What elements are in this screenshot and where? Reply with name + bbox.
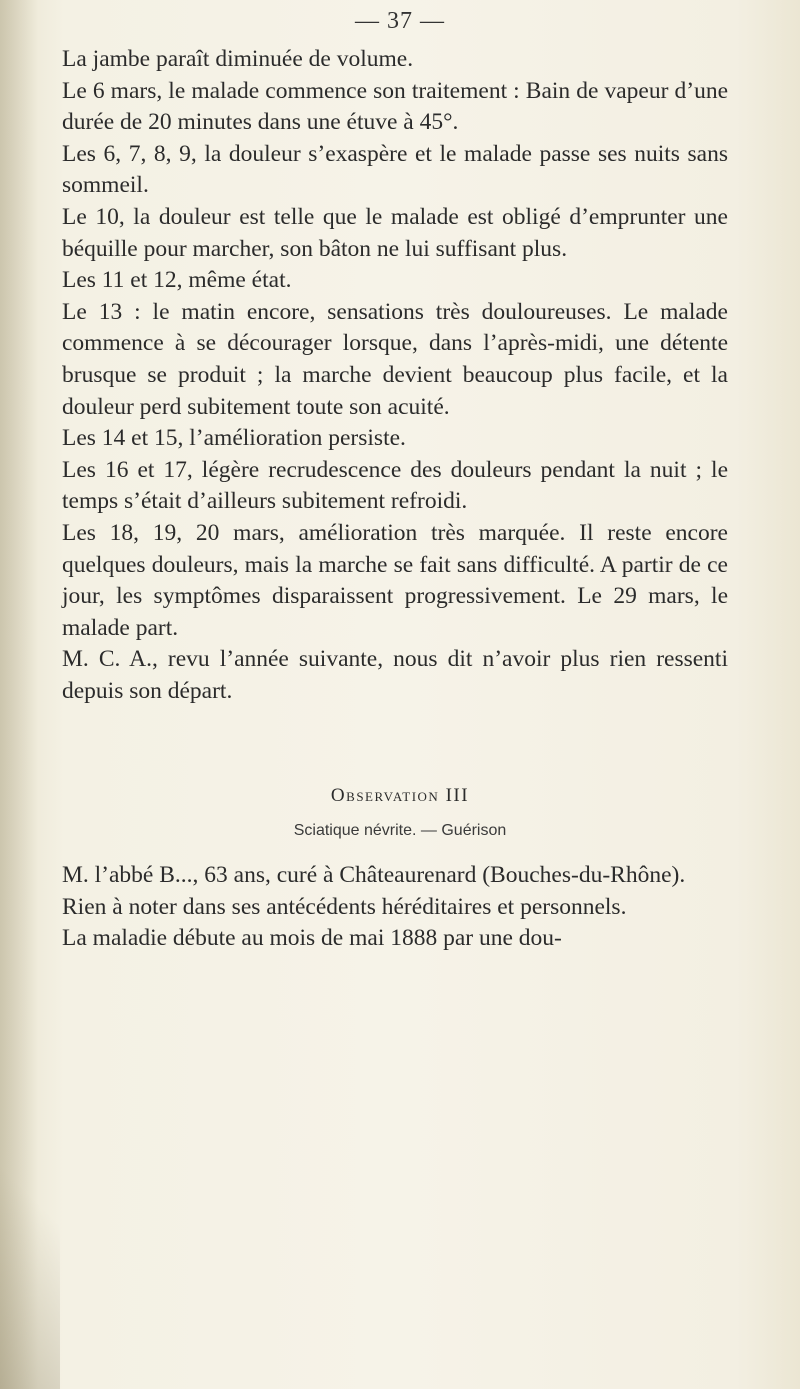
paragraph: La maladie débute au mois de mai 1888 par une dou- [62, 925, 562, 952]
paragraph: Les 16 et 17, légère recrudescence des douleurs pendant la nuit ; le temps s’était d’ailleurs subitement refroidi. [62, 456, 728, 515]
paragraph: Le 6 mars, le malade commence son traitement : Bain de vapeur d’une durée de 20 minutes dans une étuve à 45°. [62, 77, 728, 136]
paragraph: Le 10, la douleur est telle que le malade est obligé d’emprunter une béquille pour marcher, son bâton ne lui suffisant plus. [62, 203, 728, 262]
observation-title: Observation III [330, 785, 470, 806]
paragraph: Les 18, 19, 20 mars, amélioration très marquée. Il reste encore quelques douleurs, mais la marche se fait sans difficulté. A partir de ce jour, les symptômes disparaissent progressivement. Le 29 mars, le malade part. [62, 519, 728, 641]
paragraph: Les 11 et 12, même état. [62, 267, 292, 294]
paragraph: Le 13 : le matin encore, sensations très douloureuses. Le malade commence à se décourager lorsque, dans l’après-midi, une détente brusque se produit ; la marche devient beaucoup plus facile, et la douleur perd subitement toute son acuité. [62, 298, 728, 420]
observation-text [62, 860, 728, 955]
paragraph: M. l’abbé B..., 63 ans, curé à Châteaurenard (Bouches-du-Rhône). [62, 862, 686, 888]
paragraph: La jambe paraît diminuée de volume. [62, 46, 414, 72]
page-number: — 37 — [355, 8, 445, 34]
paragraph: Les 6, 7, 8, 9, la douleur s’exaspère et le malade passe ses nuits sans sommeil. [62, 140, 728, 199]
paragraph: Rien à noter dans ses antécédents héréditaires et personnels. [62, 893, 627, 920]
paragraph: Les 14 et 15, l’amélioration persiste. [62, 425, 406, 452]
observation-subtitle: Sciatique névrite. — Guérison [293, 822, 507, 839]
case-text [62, 44, 728, 707]
page-corner-shadow [0, 1129, 60, 1389]
paragraph: M. C. A., revu l’année suivante, nous dit n’avoir plus rien ressenti depuis son départ. [62, 646, 728, 704]
